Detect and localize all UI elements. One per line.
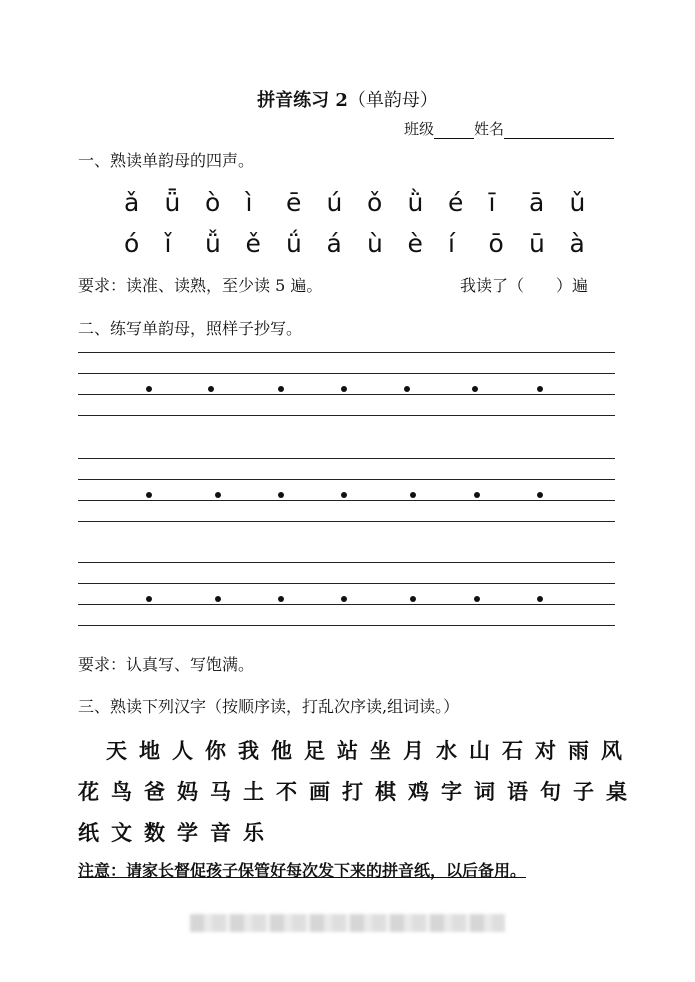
writing-line xyxy=(78,500,615,501)
read-count[interactable]: 我读了（ ）遍 xyxy=(460,276,589,295)
section2-requirement: 要求：认真写、写饱满。 xyxy=(78,655,255,674)
blurred-footer-watermark xyxy=(190,914,505,932)
start-dot xyxy=(146,596,152,602)
writing-line xyxy=(78,394,615,395)
hanzi-character: 足 xyxy=(304,739,325,763)
name-label: 姓名 xyxy=(474,120,505,138)
hanzi-character: 地 xyxy=(139,739,160,763)
class-label: 班级 xyxy=(404,120,435,138)
pinyin-syllable: à xyxy=(569,229,585,258)
writing-line xyxy=(78,479,615,480)
start-dot xyxy=(472,386,478,392)
pinyin-syllable: ì xyxy=(245,188,253,217)
hanzi-character: 天 xyxy=(106,739,127,763)
pinyin-syllable: ǜ xyxy=(407,188,424,217)
hanzi-character: 人 xyxy=(172,739,193,763)
writing-line xyxy=(78,415,615,416)
hanzi-character: 数 xyxy=(144,821,165,845)
title-main: 拼音练习 2 xyxy=(257,90,348,111)
hanzi-character: 对 xyxy=(535,739,556,763)
pinyin-syllable: ǚ xyxy=(205,229,221,258)
hanzi-character: 学 xyxy=(177,821,198,845)
writing-line xyxy=(78,604,615,605)
hanzi-character: 站 xyxy=(337,739,358,763)
section1-heading: 一、熟读单韵母的四声。 xyxy=(78,151,255,170)
hanzi-character: 水 xyxy=(436,739,457,763)
hanzi-character: 鸟 xyxy=(111,780,132,804)
pinyin-syllable: ī xyxy=(488,188,496,217)
pinyin-syllable: é xyxy=(448,188,464,217)
hanzi-row-3 xyxy=(78,817,276,847)
pinyin-syllable: ù xyxy=(367,229,383,258)
hanzi-character: 月 xyxy=(403,739,424,763)
hanzi-character: 句 xyxy=(540,780,561,804)
hanzi-character: 文 xyxy=(111,821,132,845)
start-dot xyxy=(215,596,221,602)
start-dot xyxy=(278,492,284,498)
pinyin-syllable: á xyxy=(326,229,342,258)
writing-line xyxy=(78,625,615,626)
hanzi-character: 山 xyxy=(469,739,490,763)
hanzi-character: 爸 xyxy=(144,780,165,804)
pinyin-syllable: ǒ xyxy=(367,188,383,217)
writing-line xyxy=(78,562,615,563)
hanzi-character: 妈 xyxy=(177,780,198,804)
student-info xyxy=(404,118,614,139)
start-dot xyxy=(341,596,347,602)
hanzi-character: 棋 xyxy=(375,780,396,804)
pinyin-syllable: ū xyxy=(529,229,545,258)
start-dot xyxy=(537,386,543,392)
start-dot xyxy=(537,596,543,602)
start-dot xyxy=(146,386,152,392)
pinyin-syllable: ě xyxy=(245,229,261,258)
pinyin-syllable: è xyxy=(407,229,423,258)
start-dot xyxy=(278,596,284,602)
start-dot xyxy=(474,596,480,602)
hanzi-row-1 xyxy=(106,735,634,765)
hanzi-character: 马 xyxy=(210,780,231,804)
pinyin-syllable: ó xyxy=(124,229,140,258)
start-dot xyxy=(146,492,152,498)
hanzi-character: 石 xyxy=(502,739,523,763)
pinyin-row-2 xyxy=(124,229,610,258)
hanzi-character: 他 xyxy=(271,739,292,763)
pinyin-syllable: ǐ xyxy=(164,229,172,258)
hanzi-character: 音 xyxy=(210,821,231,845)
start-dot xyxy=(404,386,410,392)
page-title xyxy=(0,86,695,112)
start-dot xyxy=(341,386,347,392)
pinyin-syllable: ò xyxy=(205,188,221,217)
start-dot xyxy=(341,492,347,498)
writing-line xyxy=(78,521,615,522)
hanzi-character: 风 xyxy=(601,739,622,763)
start-dot xyxy=(208,386,214,392)
hanzi-character: 字 xyxy=(441,780,462,804)
hanzi-character: 土 xyxy=(243,780,264,804)
pinyin-syllable: ǎ xyxy=(124,188,140,217)
pinyin-syllable: ō xyxy=(488,229,504,258)
pinyin-row-1 xyxy=(124,188,610,217)
writing-line xyxy=(78,352,615,353)
hanzi-character: 你 xyxy=(205,739,226,763)
start-dot xyxy=(215,492,221,498)
writing-line xyxy=(78,373,615,374)
start-dot xyxy=(410,596,416,602)
hanzi-character: 画 xyxy=(309,780,330,804)
pinyin-syllable: ǘ xyxy=(286,229,302,258)
hanzi-row-2 xyxy=(78,776,639,806)
hanzi-character: 纸 xyxy=(78,821,99,845)
section3-heading: 三、熟读下列汉字（按顺序读，打乱次序读,组词读。） xyxy=(78,697,460,716)
name-blank[interactable] xyxy=(504,122,614,139)
hanzi-character: 雨 xyxy=(568,739,589,763)
parent-note: 注意：请家长督促孩子保管好每次发下来的拼音纸，以后备用。 xyxy=(78,861,527,880)
hanzi-character: 鸡 xyxy=(408,780,429,804)
pinyin-syllable: ú xyxy=(326,188,343,217)
title-sub: （单韵母） xyxy=(347,90,438,111)
pinyin-syllable: ǖ xyxy=(164,188,181,217)
section1-requirement: 要求：读准、读熟，至少读 5 遍。 xyxy=(78,276,323,295)
pinyin-syllable: ǔ xyxy=(569,188,586,217)
hanzi-character: 桌 xyxy=(606,780,627,804)
writing-line xyxy=(78,458,615,459)
pinyin-syllable: í xyxy=(448,229,455,258)
pinyin-syllable: ē xyxy=(286,188,302,217)
hanzi-character: 我 xyxy=(238,739,259,763)
start-dot xyxy=(410,492,416,498)
section2-heading: 二、练写单韵母，照样子抄写。 xyxy=(78,319,303,338)
hanzi-character: 词 xyxy=(474,780,495,804)
class-blank[interactable] xyxy=(434,122,474,139)
hanzi-character: 不 xyxy=(276,780,297,804)
hanzi-character: 花 xyxy=(78,780,99,804)
start-dot xyxy=(537,492,543,498)
hanzi-character: 子 xyxy=(573,780,594,804)
start-dot xyxy=(474,492,480,498)
hanzi-character: 打 xyxy=(342,780,363,804)
writing-line xyxy=(78,583,615,584)
start-dot xyxy=(278,386,284,392)
pinyin-syllable: ā xyxy=(529,188,545,217)
hanzi-character: 坐 xyxy=(370,739,391,763)
hanzi-character: 语 xyxy=(507,780,528,804)
hanzi-character: 乐 xyxy=(243,821,264,845)
